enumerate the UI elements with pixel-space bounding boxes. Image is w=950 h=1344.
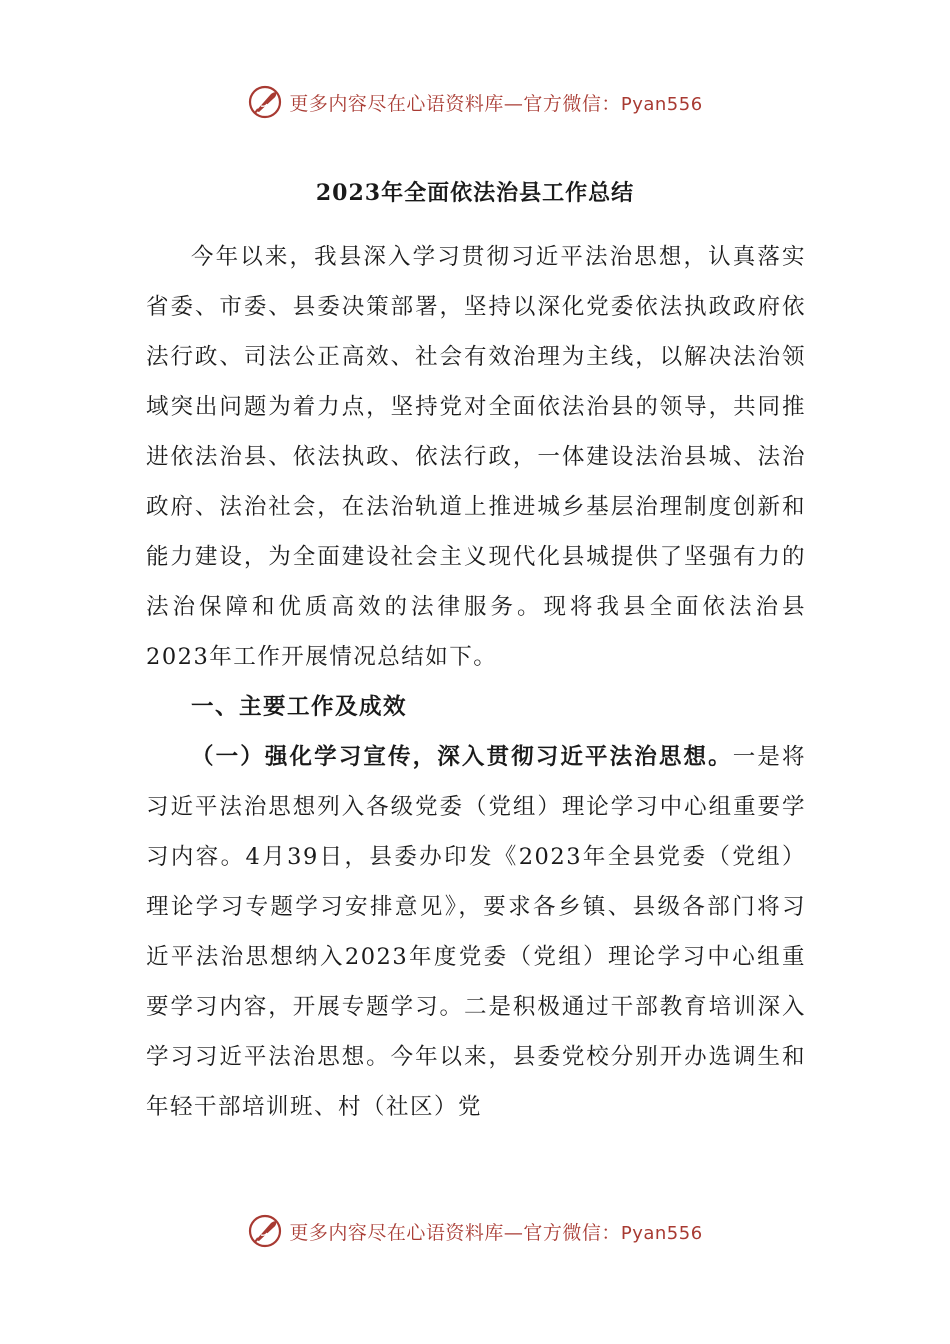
section-heading: 一、主要工作及成效 — [191, 694, 408, 720]
document-body — [146, 232, 806, 1132]
banner-text: 更多内容尽在心语资料库—官方微信：Pyan556 — [289, 1221, 703, 1244]
subsection-heading: （一）强化学习宣传，深入贯彻习近平法治思想。 — [191, 744, 733, 770]
subsection-paragraph — [146, 732, 806, 1132]
quill-logo-icon — [247, 84, 283, 120]
subsection-body: 一是将习近平法治思想列入各级党委（党组）理论学习中心组重要学习内容。4月39日，县委办印发《2023年全县党委（党组）理论学习专题学习安排意见》，要求各乡镇、县级各部门将习近平法治思想纳入2023年度党委（党组）理论学习中心组重要学习内容，开展专题学习。二是积极通过干部教育培训深入学习习近平法治思想。今年以来，县委党校分别开办选调生和年轻干部培训班、村（社区）党 — [146, 744, 806, 1120]
intro-paragraph: 今年以来，我县深入学习贯彻习近平法治思想，认真落实省委、市委、县委决策部署，坚持以深化党委依法执政政府依法行政、司法公正高效、社会有效治理为主线，以解决法治领域突出问题为着力点，坚持党对全面依法治县的领导，共同推进依法治县、依法执政、依法行政，一体建设法治县城、法治政府、法治社会，在法治轨道上推进城乡基层治理制度创新和能力建设，为全面建设社会主义现代化县城提供了坚强有力的法治保障和优质高效的法律服务。现将我县全面依法治县2023年工作开展情况总结如下。 — [146, 244, 806, 670]
header-watermark-banner — [0, 82, 950, 122]
banner-text: 更多内容尽在心语资料库—官方微信：Pyan556 — [289, 92, 703, 115]
quill-logo-icon — [247, 1213, 283, 1249]
footer-watermark-banner — [0, 1211, 950, 1251]
document-title: 2023年全面依法治县工作总结 — [315, 180, 635, 206]
